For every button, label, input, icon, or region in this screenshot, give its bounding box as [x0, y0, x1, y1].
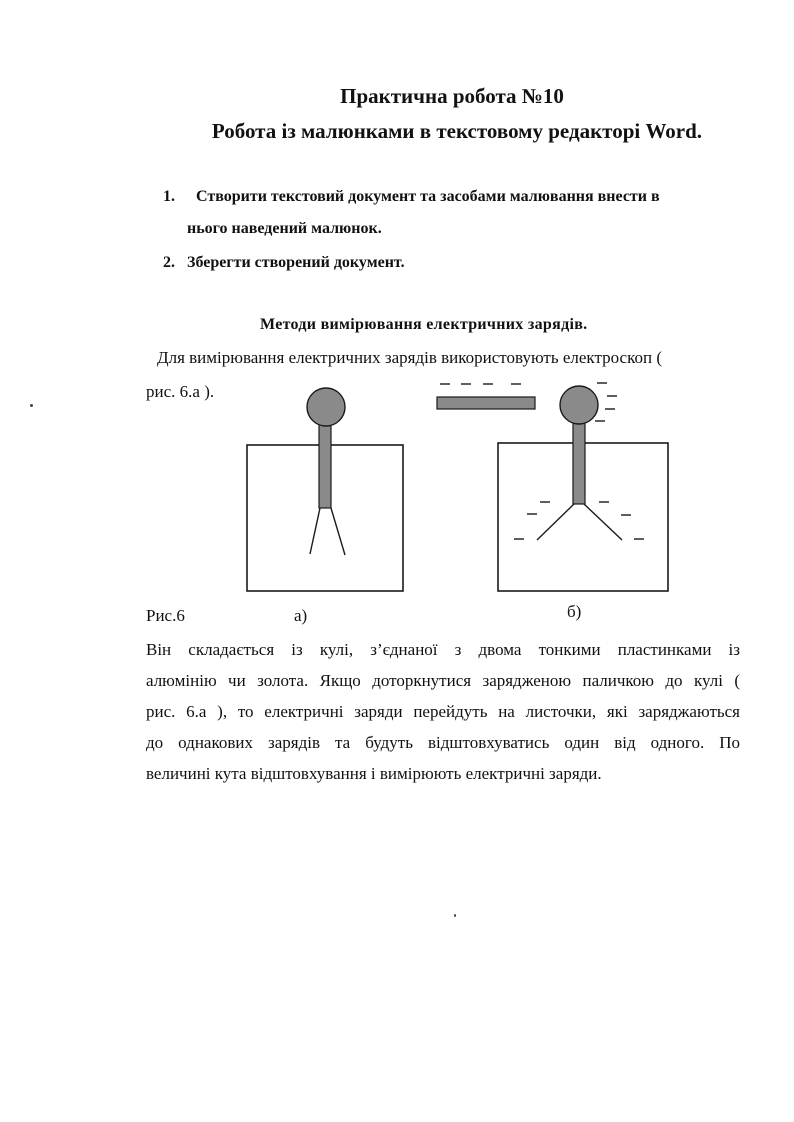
electroscope-b — [498, 383, 668, 591]
electroscope-a-ball — [307, 388, 345, 426]
page-subtitle: Робота із малюнками в текстовому редакторі Word. — [211, 119, 703, 143]
paragraph-line-1: Він складається із кулі, з’єднаної з двома тонкими пластинками із — [146, 640, 740, 659]
charged-stick — [437, 384, 535, 409]
task-2-line-1: Зберегти створений документ. — [187, 254, 405, 271]
intro-line-1: Для вимірювання електричних зарядів використовують електроскоп ( — [157, 348, 662, 367]
task-1-line-2: нього наведений малюнок. — [187, 220, 382, 237]
electroscope-b-rod — [573, 420, 585, 504]
task-1-number: 1. — [163, 188, 175, 205]
main-paragraph — [146, 634, 740, 789]
page-title: Практична робота №10 — [340, 84, 564, 108]
electroscope-a-leaf-right — [331, 508, 345, 555]
electroscope-a-leaf-left — [310, 508, 320, 554]
paragraph-line-2: алюмінію чи золота. Якщо доторкнутися зарядженою паличкою до кулі ( — [146, 671, 740, 690]
electroscope-b-leaf-left — [537, 504, 574, 540]
figure-label-b: б) — [567, 602, 582, 621]
paragraph-line-5: величині кута відштовхування і вимірюють електричні заряди. — [146, 764, 602, 783]
scan-speck — [454, 914, 456, 917]
figure-label-a: а) — [294, 606, 308, 625]
electroscope-a-rod — [319, 423, 331, 508]
task-1-line-1: Створити текстовий документ та засобами малювання внести в — [196, 188, 660, 205]
electroscope-b-ball — [560, 386, 598, 424]
task-2-number: 2. — [163, 254, 175, 271]
electroscope-a — [247, 388, 403, 591]
paragraph-line-4: до однакових зарядів та будуть відштовхуватись один від одного. По — [146, 733, 740, 752]
section-heading: Методи вимірювання електричних зарядів. — [260, 316, 588, 333]
intro-line-2: рис. 6.а ). — [146, 382, 215, 401]
electroscope-b-leaf-right — [584, 504, 622, 540]
charged-stick-bar — [437, 397, 535, 409]
figure-caption: Рис.6 — [146, 606, 185, 625]
scan-speck — [30, 404, 33, 407]
paragraph-line-3: рис. 6.а ), то електричні заряди перейдуть на листочки, які заряджаються — [146, 702, 740, 721]
